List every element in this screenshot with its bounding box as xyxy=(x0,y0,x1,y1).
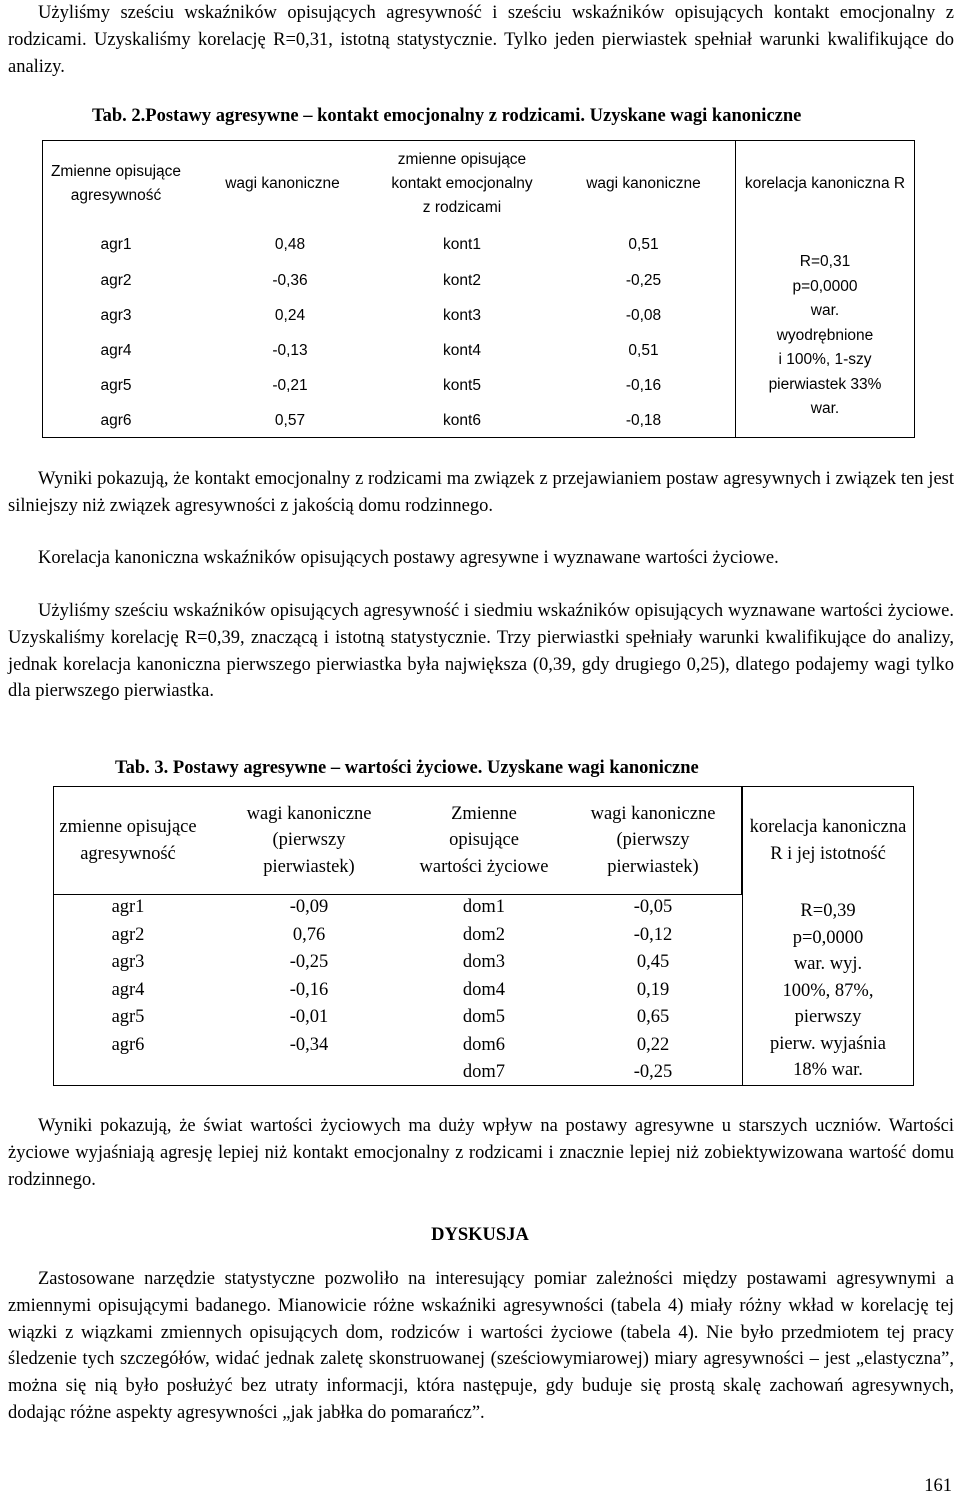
table3-cell-dom: dom2 xyxy=(462,924,506,945)
table2-cell-w2: -0,08 xyxy=(625,307,662,324)
table2-header-corr: korelacja kanoniczna R xyxy=(744,175,906,192)
table3-corr-line: war. wyj. xyxy=(793,954,863,974)
table3-cell-w1: -0,16 xyxy=(289,979,329,1000)
discussion-heading: DYSKUSJA xyxy=(431,1225,529,1245)
discussion-text: Zastosowane narzędzie statystyczne pozwoliło na interesujący pomiar zależności między postawami agresywnymi a zmiennymi opisującymi badanego. Mianowicie różne wskaźniki agresywności (tabela 4) miały różny wkład w korelację tej wiązki z wiązkami zmiennych opisujących dom, rodziców i wartości życiowe (tabela 4). Nie było przedmiotem tej pracy śledzenie tych szczegółów, widać jednak zaletę skonstruowanej (sześciowymiarowej) miary agresywności – jest „elastyczna”, można się nią było posłużyć bez utraty informacji, która następuje, gdy buduje się prostą skalę zachowań agresywnych, dodając różne aspekty agresywności „jak jabłka do pomarańcz”. xyxy=(8,1269,954,1423)
table2-cell-w2: 0,51 xyxy=(628,342,659,359)
table2-header-weights2: wagi kanoniczne xyxy=(586,175,701,192)
table3-cell-aggr: agr3 xyxy=(111,952,145,972)
table2-cell-aggr: agr4 xyxy=(100,342,132,359)
table3-cell-w2: 0,65 xyxy=(636,1007,670,1027)
table3-cell-w2: -0,12 xyxy=(633,924,673,945)
results-paragraph-2 xyxy=(8,1113,954,1193)
results-paragraph-1 xyxy=(8,466,954,520)
table2-header-kont: zmienne opisujące kontakt emocjonalny z rodzicami xyxy=(391,151,533,216)
table2-corr-line: war. xyxy=(810,400,840,417)
page-number: 161 xyxy=(924,1476,952,1496)
table2-corr-line: war. xyxy=(810,302,840,319)
table2-cell-aggr: agr1 xyxy=(100,236,132,253)
table3-cell-w2: -0,25 xyxy=(633,1062,673,1082)
table3-cell-aggr: agr4 xyxy=(111,979,145,1000)
table3-cell-aggr: agr1 xyxy=(111,897,145,917)
table3-cell-aggr: agr6 xyxy=(111,1034,145,1055)
intro-paragraph xyxy=(8,0,954,80)
section-title-paragraph xyxy=(8,545,954,572)
table3-cell-w2: 0,22 xyxy=(636,1034,670,1055)
table2-cell-kont: kont1 xyxy=(443,236,481,253)
table2-cell-w1: -0,13 xyxy=(272,342,308,359)
table3-cell-dom: dom4 xyxy=(462,979,506,1000)
table3-corr-line: 100%, 87%, xyxy=(782,980,874,1001)
table3-cell-aggr: agr5 xyxy=(111,1007,145,1027)
table2-cell-w1: 0,48 xyxy=(274,236,306,253)
table3-corr-line: pierw. wyjaśnia xyxy=(770,1033,886,1054)
discussion-paragraph xyxy=(8,1266,954,1427)
table2-corr-line: i 100%, 1-szy xyxy=(778,351,872,368)
table2-header-aggr: Zmienne opisujące agresywność xyxy=(50,163,182,204)
results-text-2: Wyniki pokazują, że świat wartości życiowych ma duży wpływ na postawy agresywne u starszych uczniów. Wartości życiowe wyjaśniają agresję lepiej niż kontakt emocjonalny z rodzicami i znacznie lepiej niż zobiektywizowana wartość domu rodzinnego. xyxy=(8,1116,954,1190)
table3-cell-dom: dom1 xyxy=(462,897,506,917)
table2-cell-w1: 0,57 xyxy=(274,412,306,429)
table3-cell-w1: -0,09 xyxy=(289,897,329,917)
intro-text: Użyliśmy sześciu wskaźników opisujących agresywność i sześciu wskaźników opisujących kontakt emocjonalny z rodzicami. Uzyskaliśmy korelację R=0,31, istotną statystycznie. Tylko jeden pierwiastek spełniał warunki kwalifikujące do analizy. xyxy=(8,3,954,77)
table3-header-aggr: zmienne opisujące agresywność xyxy=(59,817,197,864)
table2-cell-aggr: agr5 xyxy=(100,377,132,394)
table2-cell-aggr: agr3 xyxy=(100,307,132,324)
table2 xyxy=(42,140,915,438)
table2-cell-w2: -0,18 xyxy=(625,412,662,429)
table3 xyxy=(53,786,914,1086)
table3-header-weights1: wagi kanoniczne (pierwszy pierwiastek) xyxy=(246,803,372,877)
table3-corr-line: p=0,0000 xyxy=(792,927,864,948)
table3-cell-w1: -0,25 xyxy=(289,952,329,972)
table2-caption-subtitle: Uzyskane wagi kanoniczne xyxy=(585,106,802,126)
table3-header-corr: korelacja kanoniczna R i jej istotność xyxy=(749,817,907,864)
table3-cell-w1: -0,01 xyxy=(289,1007,329,1027)
table3-caption: Tab. 3. Postawy agresywne – wartości życiowe. Uzyskane wagi kanoniczne xyxy=(115,758,699,778)
table2-cell-w1: 0,24 xyxy=(274,307,306,324)
results-text-1: Wyniki pokazują, że kontakt emocjonalny z rodzicami ma związek z przejawianiem postaw agresywnych i związek ten jest silniejszy niż związek agresywności z jakością domu rodzinnego. xyxy=(8,469,954,516)
table2-cell-aggr: agr6 xyxy=(100,412,132,429)
table2-corr-block xyxy=(735,250,915,422)
table2-header-weights1: wagi kanoniczne xyxy=(225,175,340,192)
table3-corr-line: R=0,39 xyxy=(800,901,856,921)
table3-cell-dom: dom7 xyxy=(462,1062,506,1082)
table3-cell-dom: dom6 xyxy=(462,1034,506,1055)
table3-cell-dom: dom5 xyxy=(462,1007,506,1027)
table2-caption-title: Tab. 2.Postawy agresywne – kontakt emocjonalny z rodzicami. xyxy=(92,106,585,126)
method-text: Użyliśmy sześciu wskaźników opisujących agresywność i siedmiu wskaźników opisujących wyznawane wartości życiowe. Uzyskaliśmy korelację R=0,39, znaczącą i istotną statystycznie. Trzy pierwiastki spełniały warunki kwalifikujące do analizy, jednak korelacja kanoniczna pierwszego pierwiastka była największa (0,39, gdy drugiego 0,25), dlatego podajemy wagi tylko dla pierwszego pierwiastka. xyxy=(8,601,954,702)
table2-corr-line: wyodrębnione xyxy=(776,326,874,344)
table3-cell-w2: 0,45 xyxy=(636,952,670,972)
table2-corr-line: pierwiastek 33% xyxy=(768,375,882,393)
method-paragraph xyxy=(8,598,954,705)
table3-header-weights2: wagi kanoniczne (pierwszy pierwiastek) xyxy=(590,803,716,877)
table3-cell-dom: dom3 xyxy=(462,952,506,972)
table3-cell-w2: -0,05 xyxy=(633,897,673,917)
table3-cell-aggr: agr2 xyxy=(111,924,145,945)
table3-header-dom: Zmienne opisujące wartości życiowe xyxy=(419,803,549,877)
table3-corr-block xyxy=(742,898,914,1084)
table2-cell-w2: -0,25 xyxy=(625,272,662,289)
table2-cell-aggr: agr2 xyxy=(100,272,132,289)
table2-cell-w2: 0,51 xyxy=(628,236,659,253)
section-title-text: Korelacja kanoniczna wskaźników opisujących postawy agresywne i wyznawane wartości życiowe. xyxy=(38,548,779,568)
table3-corr-line: pierwszy xyxy=(794,1007,862,1027)
table3-cell-w1: -0,34 xyxy=(289,1034,329,1055)
table2-cell-w2: -0,16 xyxy=(625,377,662,394)
table2-cell-kont: kont4 xyxy=(443,342,481,359)
table2-cell-kont: kont3 xyxy=(443,307,481,324)
table2-corr-line: p=0,0000 xyxy=(792,277,858,295)
table3-cell-w2: 0,19 xyxy=(636,979,670,1000)
table2-corr-line: R=0,31 xyxy=(799,253,851,270)
table2-cell-kont: kont5 xyxy=(443,377,481,394)
table2-cell-kont: kont2 xyxy=(443,272,481,289)
table2-cell-w1: -0,36 xyxy=(272,272,308,289)
table3-corr-line: 18% war. xyxy=(793,1060,863,1080)
table2-cell-w1: -0,21 xyxy=(272,377,308,394)
table3-cell-w1: 0,76 xyxy=(292,924,326,945)
table2-caption xyxy=(92,106,801,127)
table2-cell-kont: kont6 xyxy=(443,412,481,429)
